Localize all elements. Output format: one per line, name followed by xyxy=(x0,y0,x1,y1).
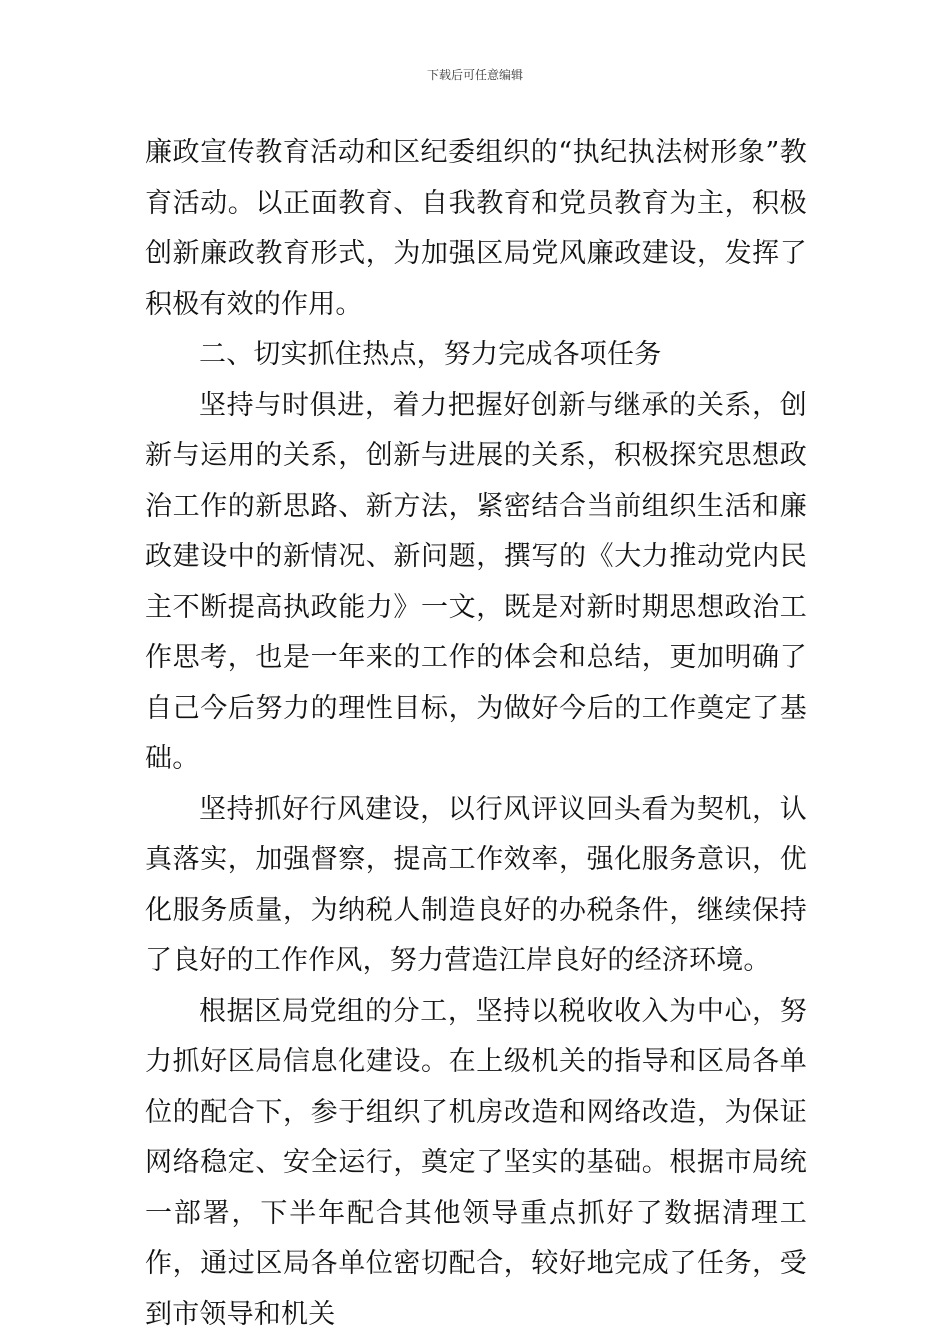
section-heading: 二、切实抓住热点，努力完成各项任务 xyxy=(199,339,662,370)
paragraph-informatization: 根据区局党组的分工，坚持以税收收入为中心，努力抓好区局信息化建设。在上级机关的指导和区局各单位的配合下，参于组织了机房改造和网络改造，为保证网络稳定、安全运行，奠定了坚实的基础。根据市局统一部署，下半年配合其他领导重点抓好了数据清理工作，通过区局各单位密切配合，较好地完成了任务，受到市领导和机关 xyxy=(145,995,807,1330)
document-body xyxy=(145,128,807,1340)
paragraph-conduct: 坚持抓好行风建设，以行风评议回头看为契机，认真落实，加强督察，提高工作效率，强化服务意识，优化服务质量，为纳税人制造良好的办税条件，继续保持了良好的工作作风，努力营造江岸良好的经济环境。 xyxy=(145,793,807,976)
page-header: 下载后可任意编辑 xyxy=(426,68,523,82)
paragraph-innovation: 坚持与时俱进，着力把握好创新与继承的关系，创新与运用的关系，创新与进展的关系，积极探究思想政治工作的新思路、新方法，紧密结合当前组织生活和廉政建设中的新情况、新问题，撰写的《大力推动党内民主不断提高执政能力》一文，既是对新时期思想政治工作思考，也是一年来的工作的体会和总结，更加明确了自己今后努力的理性目标，为做好今后的工作奠定了基础。 xyxy=(145,389,807,774)
paragraph-continuation: 廉政宣传教育活动和区纪委组织的“执纪执法树形象”教育活动。以正面教育、自我教育和党员教育为主，积极创新廉政教育形式，为加强区局党风廉政建设，发挥了积极有效的作用。 xyxy=(145,137,807,320)
